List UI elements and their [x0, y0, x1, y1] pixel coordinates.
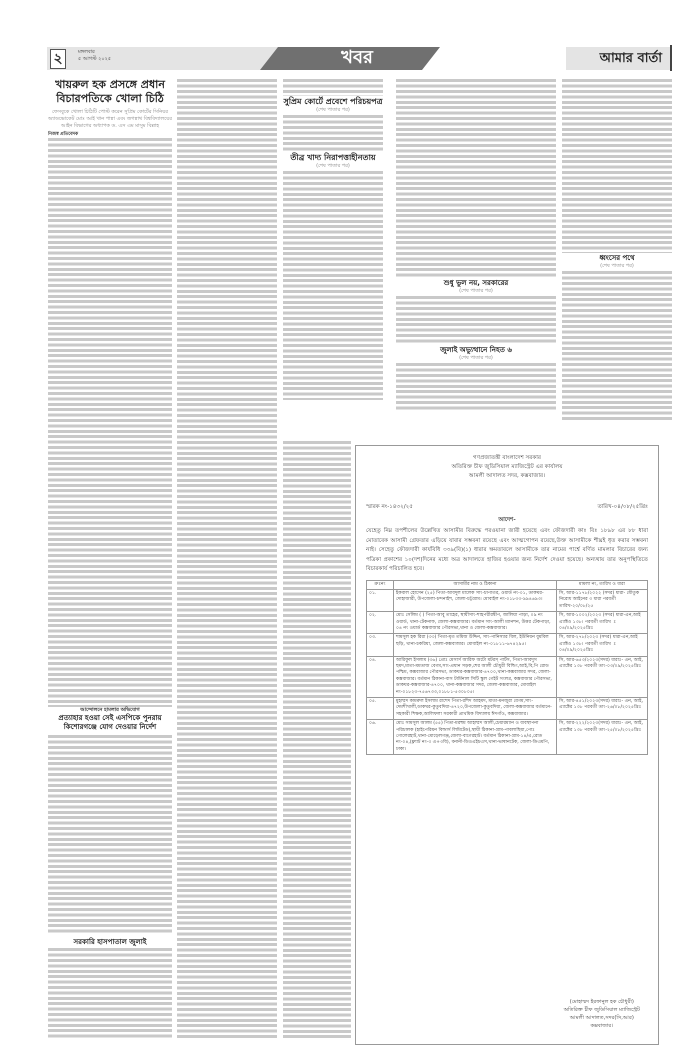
page-number: ২: [50, 49, 66, 69]
cell-serial: ০২.: [367, 612, 394, 634]
third-headline: সরকারি হাসপাতাল জুলাই: [73, 938, 147, 947]
center4-sub: (শেষ পাতার পর): [459, 355, 493, 361]
notice-order-title: আদেশ-: [498, 517, 516, 523]
signature-place: কক্সবাজার।: [590, 1023, 614, 1029]
column-4: [396, 78, 556, 438]
second-body: [48, 734, 172, 934]
column-2b-body: [283, 440, 351, 1040]
notice-body: যেহেতু নিম্ন তপশীলের উল্লেখিত আসামীর বিরুদ্ধে পরওয়ানা জারী হয়েছে এবং ফৌজদারী কাঃ বিঃ ১৮৯৮ এর ৮৮ ধারা মোতাবেক আসামী গ্রেফতার এড়িয়ে যাবার সম্ভবনা রয়েছে এবং আত্মগোপন রয়েছে,উক্ত আসামীকে শীঘ্রই ধৃত করার সম্ভবনা নাই। সেহেতু ফৌজদারী কার্যবিধি ৩৩৯(বি)(১) ধারার ক্ষমতাবলে আসামীকে তার নামের পার্শ্বে বর্ণিত মামলার বিচারের জন্য পত্রিকা প্রকাশের ১০(দশ)দিনের মধ্যে অত্র আদালতে হাজির হওয়ার জন্য নির্দেশ দেওয়া হয়েছে। অন্যথায় তার অনুপস্থিতিতে বিচারকার্য পরিচালিত হবে।: [366, 528, 648, 572]
center2-headline: তীব্র খাদ্য নিরাপত্তাহীনতায়: [290, 153, 376, 162]
right1-headline: ধ্বংসের পথে: [599, 254, 635, 262]
notice-date: তারিখ-০৪/০৮/২৫খ্রিঃ: [597, 504, 648, 510]
center-intro-body: [283, 78, 383, 96]
weekday: মঙ্গলবার: [78, 49, 95, 55]
center3-sub: (শেষ পাতার পর): [459, 288, 493, 294]
col5-body: [562, 78, 672, 253]
notice-office: অতিরিক্ত চীফ জুডিসিয়াল ম্যাজিস্ট্রেট এর কার্যালয়: [451, 464, 563, 470]
table-row: [367, 612, 648, 634]
signature-court: আমলী আদালত,সদর(সি,আর): [569, 1015, 634, 1021]
notice-memo: স্মারক নং-১৪৩২/২৫: [366, 504, 413, 510]
right1-body: [562, 270, 672, 420]
header-case: মামলা নং, তারিখ ও ধারা: [557, 580, 648, 589]
cell-case: সি, আর-১১৭৮/২০২২ (সদর) ধারা- যৌতুক নিরোধ আইনের ৩ ধারা পরবর্তী তারিখ-২০/০৮/২৫: [557, 589, 648, 611]
col4-body: [396, 78, 556, 278]
cell-case: সি, আর-৪৫১/২০২৩(সদর) ধারাঃ- এন, আই, এ্যাক্টের ১৩৮ পরবর্তী তাং-২৬/০৮/২০২৫খ্রিঃ: [557, 698, 648, 720]
center1-body: [283, 114, 383, 152]
center2-sub: (শেষ পাতার পর): [316, 163, 350, 169]
cell-case: সি, আর-১০০২/২০২৩ (সদর) ধারা-এন,আই এ্যাক্টও ১৩৮। পরবর্তী তারিখ-ঃ ০৪/০৯/২০২৫খ্রিঃ: [557, 612, 648, 634]
center4-headline: জুলাই অভ্যুত্থানে নিহত ৬: [440, 346, 512, 354]
signature-title: অতিরিক্ত চীফ জুডিসিয়াল ম্যাজিস্ট্রেট: [563, 1007, 640, 1013]
date: ৫ আগস্ট ২০২৫: [78, 56, 112, 62]
signature-block: [564, 998, 640, 1030]
cell-case: সি, আর-২২২/২০২৩(সদর) ধারাঃ- এন, আই, এ্যাক্টের ১৩৮ পরবর্তী তাং-২৫/০৮/২০২৫খ্রিঃ: [557, 720, 648, 755]
court-notice: [355, 445, 659, 1045]
center3-body: [396, 295, 556, 345]
column-5: [562, 78, 672, 438]
accused-table: [366, 580, 648, 756]
table-row: [367, 720, 648, 755]
center3-headline: শুধু ভুল নয়, সরকারের: [443, 279, 509, 287]
cell-serial: ০৬.: [367, 720, 394, 755]
notice-memo-row: [356, 503, 658, 512]
center1-sub: (শেষ পাতার পর): [316, 107, 350, 113]
lead-article: [48, 78, 172, 1038]
issue-date: [78, 49, 111, 63]
cell-serial: ০৫.: [367, 698, 394, 720]
cell-case: সি, আর-৬৫৩/২০২৩(সদর) ধারাঃ- এন, আই, এ্যাক্টের ১৩৮ পরবর্তী তাং-০৩/০৯/২০২৫খ্রিঃ: [557, 656, 648, 697]
column-2-body: [177, 78, 277, 1038]
lead-headline: খায়রুল হক প্রসঙ্গে প্রধান বিচারপতিকে খোলা চিঠি: [55, 78, 165, 105]
table-row: [367, 634, 648, 656]
right1-sub: (শেষ পাতার পর): [600, 263, 634, 269]
table-row: [367, 589, 648, 611]
table-row: [367, 656, 648, 697]
section-label: খবর: [341, 47, 373, 68]
cell-name: শামসুল হক রিরা (৩৩) পিতা-মৃত তমিজ উদ্দিন, সাং-পানিস্যার বিল, ইউনিয়ন বুমবিল ছড়ি, থানা-চকরিয়া, জেলা-কক্সবাজার। মোবাইল নং-০১৮১১-৬৭৪২৯৫।: [394, 634, 557, 656]
cell-serial: ০৪.: [367, 656, 394, 697]
second-headline: প্রত্যাহার হওয়া সেই এসপিকে পুনরায় কিশোরগঞ্জে যোগ দেওয়ার নির্দেশ: [58, 714, 162, 732]
lead-body: [48, 137, 172, 707]
cell-name: আরিফুল ইসলাম (৩৬) প্রোঃ মেসার্স আরিফ অটো মটরস্ পার্টস, পিতা-আবদুস ছমদ,মাতা-মমতাজ বেগম,সাং-প্রধান সড়ক,শের আলী চৌধুরী বিল্ডিং,আই,বি,পি রোড পশ্চিম, কক্সবাজার পৌরসভা, ডাকঘর-কক্সবাজার-৪৭০০,থানা-কক্সবাজার সদর, জেলা-কক্সবাজার। বর্তমান ঠিকানা-বাস টার্মিনাল সিটি স্কুল গেইট সংলগ্ন, কক্সবাজার পৌরসভা, ডাকঘর-কক্সবাজার-৪৭০০, থানা-কক্সবাজার সদর, জেলা-কক্সবাজার, মোবাইল নং-০১৮২৩-৭৫৬৭৩৩,০১৮৮১-৫৩০৮০৫।: [394, 656, 557, 697]
cell-serial: ০১.: [367, 589, 394, 611]
signature-name: (মোহাম্মদ ইরফানুল হক চৌধুরী): [569, 999, 634, 1005]
brand-rule: [670, 45, 672, 71]
cell-name: ইকবাল হোসেন (২৫) পিতা-আবদুল মালেক সাং-চাপাতর, ওয়ার্ড নং-০১, ডাকঘর-দোহাজারী, উপজেলা-চন্দনাইশ, জেলা-চট্টগ্রাম। মোবাইল নং-০১৮৩৩-৯৯৪৬৯৩।: [394, 589, 557, 611]
table-row: [367, 698, 648, 720]
cell-name: মুহাম্মদ কামরুল ইসলাম রাশেদ পিতা-রশিদ আহমদ, মাতা-মনজুরা বেগম,সাং-দেমশীখালী,ডাকঘর-কুতুবদিয়া-৪৭২০,উপজেলা-কুতুবদিয়া, জেলা-কক্সবাজার বর্তমানে-সহকারী শিক্ষক,আলিফলা সরকারী প্রাথমিক বিদ্যালয় ঈদগাঁও, কক্সবাজার।: [394, 698, 557, 720]
header-serial: ক্রঃনং: [367, 580, 394, 589]
brand-logo: আমার বার্তা: [566, 47, 670, 70]
header-name: আসামীর নাম ও ঠিকানা: [394, 580, 557, 589]
lead-byline: নিজস্ব প্রতিবেদক: [48, 132, 79, 137]
center4-body: [396, 362, 556, 412]
lead-subhead: ফেসবুকে খোলা চিঠিটি পোস্ট করেন সুপ্রিম কোর্টের সিনিয়র অ্যাডভোকেট মোঃ আই খান পান্না এবং জগন্নাথ বিশ্ববিদ্যালয়ের আইন বিভাগের অধ্যাপক ড. এস এম মাসুম বিল্লাহ: [48, 109, 172, 129]
notice-gov: গণপ্রজাতন্ত্রী বাংলাদেশ সরকার: [473, 455, 541, 461]
cell-serial: ০৩.: [367, 634, 394, 656]
table-header: [367, 580, 648, 589]
cell-name: মোঃ সেলিম ( ) পিতা-আবু তাহের, স্থায়ীসাং-শাহপরীরদ্বীপ, জালিয়া পাড়া, ০৯ নং ওয়ার্ড, থানা-টেকনাফ, জেলা-কক্সবাজার। বর্তমান সাং-আলী ম্যানশন, উত্তর টেকপাড়া, ০৪ নং ওয়ার্ড কক্সবাজার পৌরসভা,থানা ও জেলা-কক্সবাজার।: [394, 612, 557, 634]
cell-case: সি, আর-২৭৮/২০২৩ (সদর) ধারা-এন,আই এ্যাক্টও ১৩৮। পরবর্তী তারিখ-ঃ ০৪/০৯/২০২৫খ্রিঃ: [557, 634, 648, 656]
second-kicker: আন্দোলনে হামলার অভিযোগ: [80, 707, 140, 714]
third-body: [48, 947, 172, 1038]
center-column: [283, 78, 383, 438]
center1-headline: সুপ্রিম কোর্টে প্রবেশে পরিচয়পত্র: [283, 97, 383, 106]
notice-court: আমলী আদালত সদর, কক্সবাজার।: [468, 473, 546, 479]
center2-body: [283, 170, 383, 400]
cell-name: মোঃ সামসুল আলম (৫৫) পিতা-মরহুম আহাম্মদ আলী,চেয়ারম্যান ও ব্যবস্থাপনা পরিচালক (হাইপেরিয়ন বিল্ডার্স লিমিটেড),স্থায়ী ঠিকানা-গ্রাম-পাবলাছিয়া,পোঃ গোলেরহাট,থানা-মোড়েলগঞ্জ,জেলা-বাগেরহাট। বর্তমান ঠিকানা-গ্রাম-১৪/এ,রোড নং-০৪,(ফ্ল্যাট নং-৩ এ+৩বি), বনানী-ডিওএইচএস,থানা-ভাষানটেক, জেলা-ডিএমপি, ঢাকা।: [394, 720, 557, 755]
